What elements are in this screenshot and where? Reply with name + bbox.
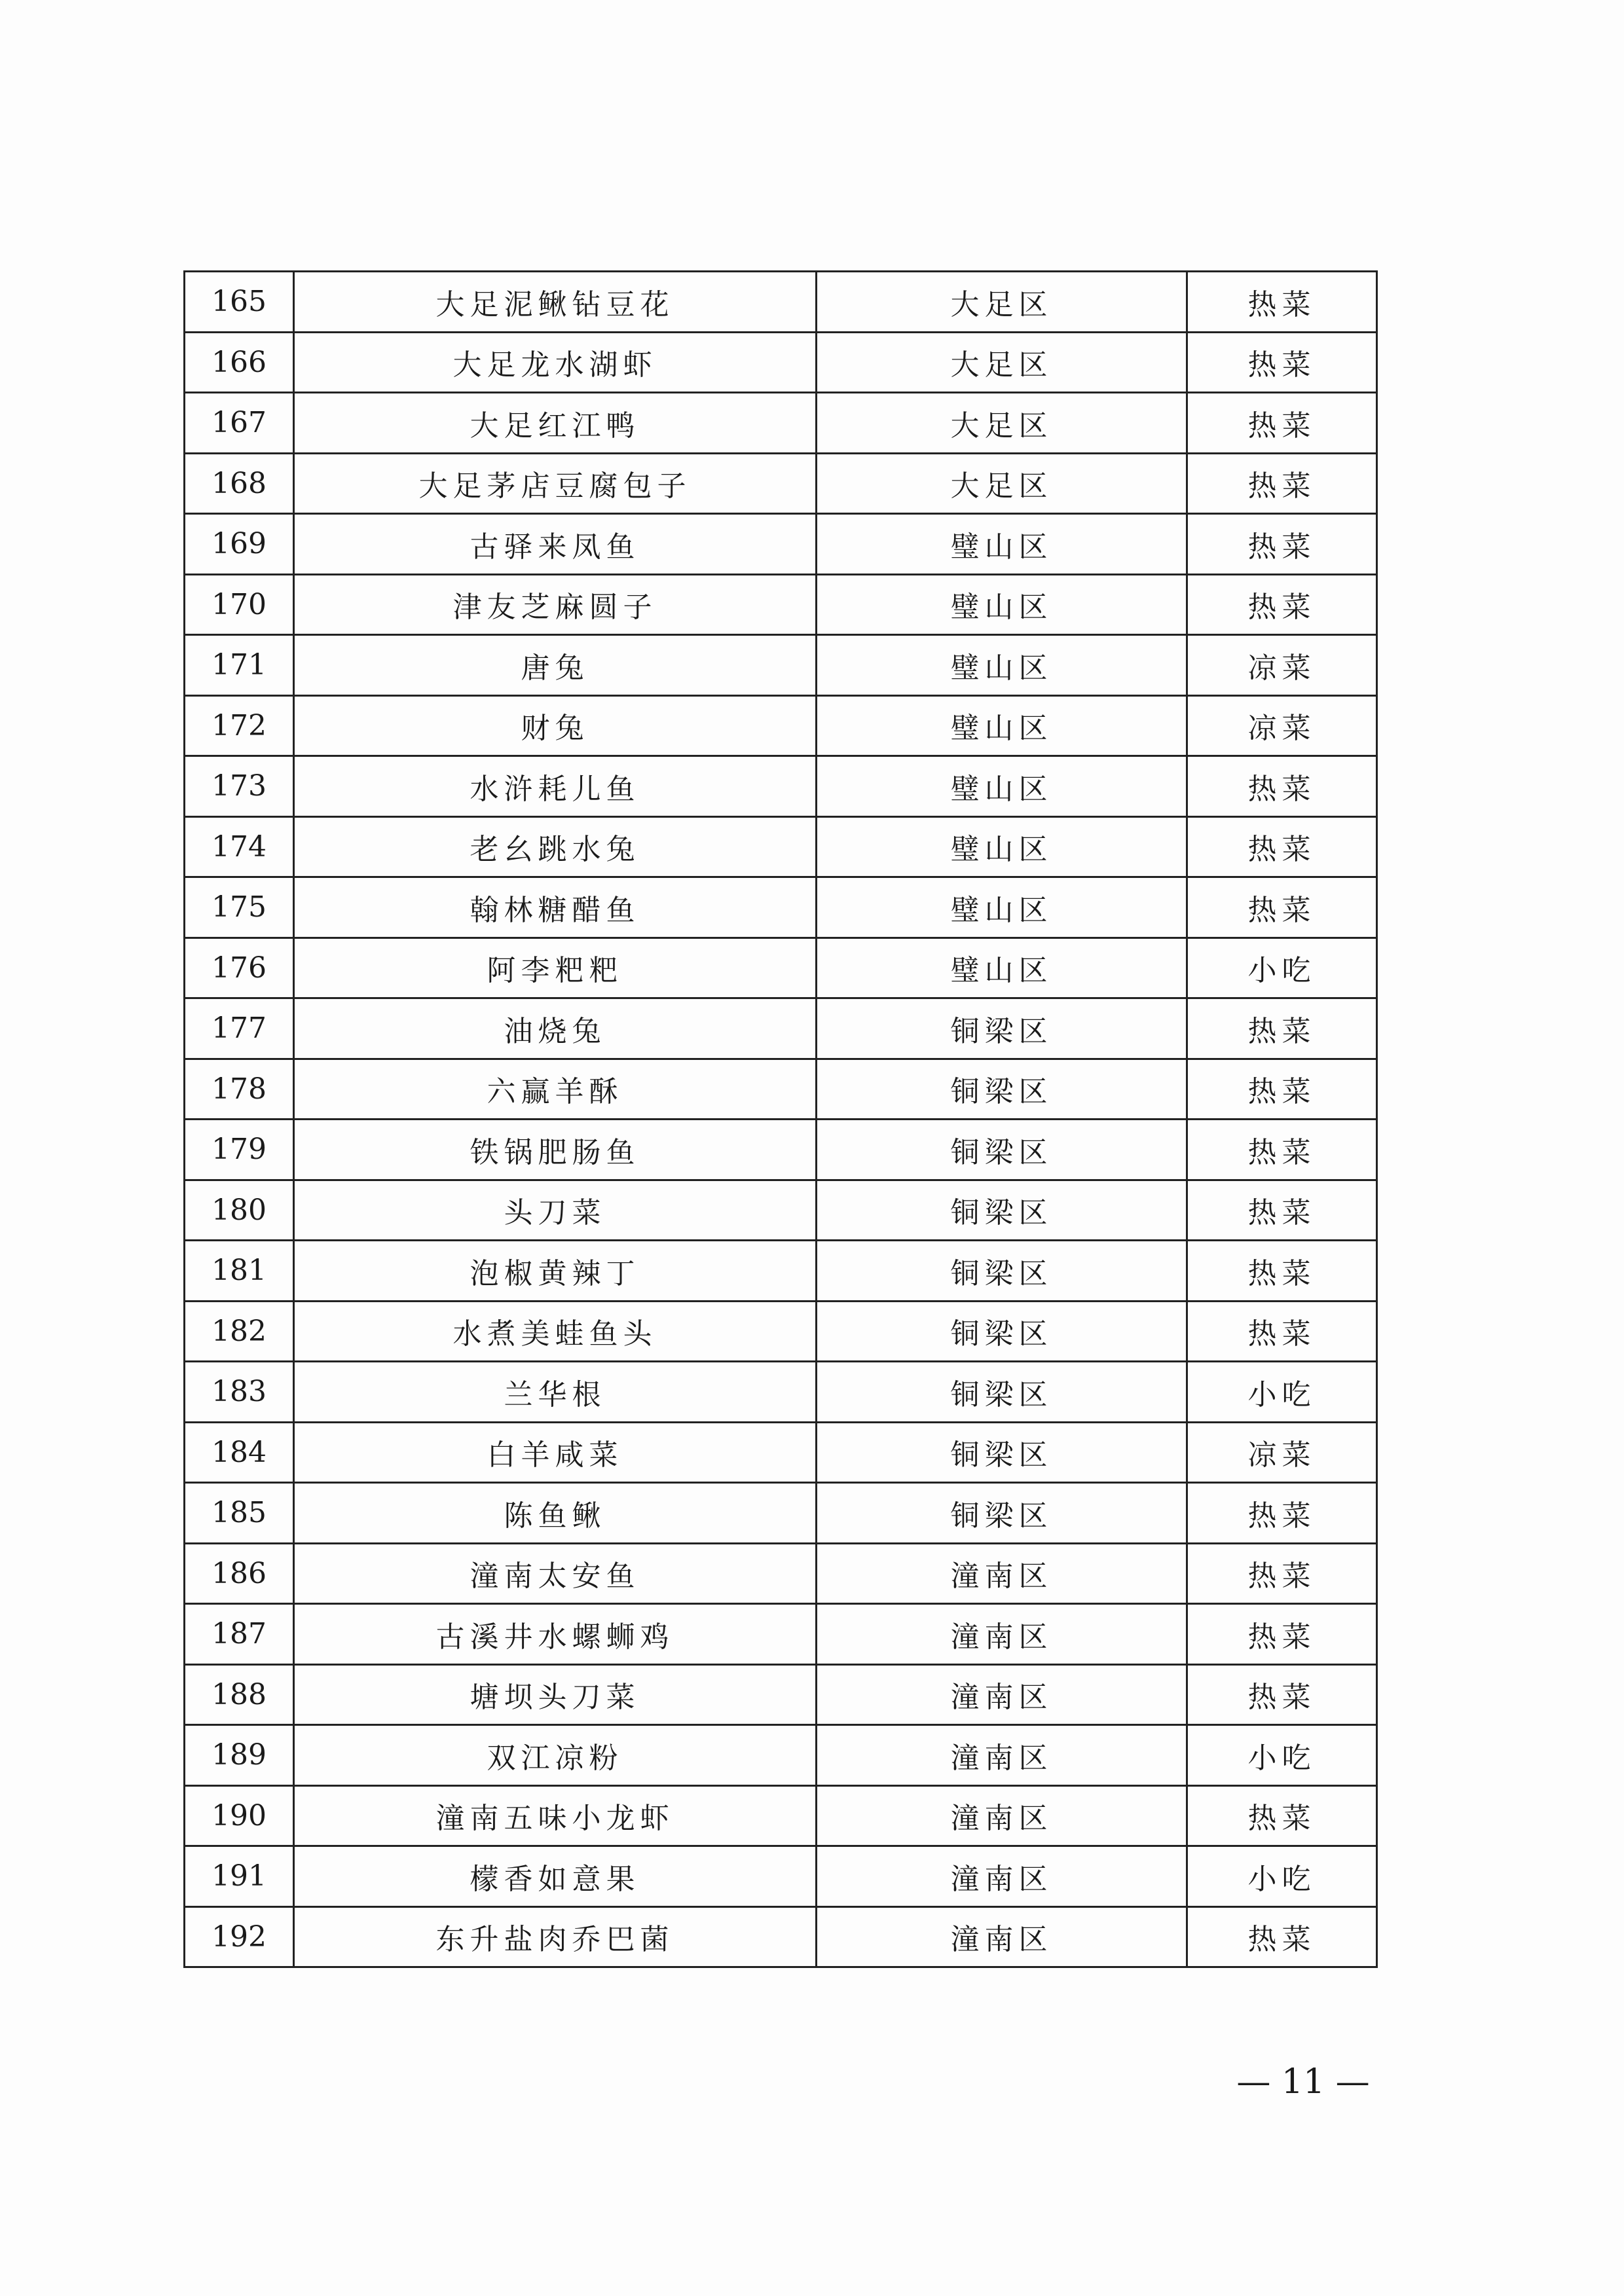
district-name: 铜梁区 xyxy=(817,1483,1187,1544)
dish-category: 小吃 xyxy=(1187,1725,1377,1786)
dish-name: 兰华根 xyxy=(294,1362,817,1423)
dish-category: 热菜 xyxy=(1187,998,1377,1059)
dish-category: 热菜 xyxy=(1187,574,1377,635)
district-name: 璧山区 xyxy=(817,938,1187,998)
dish-name: 水煮美蛙鱼头 xyxy=(294,1301,817,1362)
table-row xyxy=(185,1906,1377,1967)
row-number: 178 xyxy=(185,1059,294,1120)
district-name: 铜梁区 xyxy=(817,998,1187,1059)
district-name: 璧山区 xyxy=(817,756,1187,817)
district-name: 潼南区 xyxy=(817,1846,1187,1907)
dish-category: 热菜 xyxy=(1187,1785,1377,1846)
table-row xyxy=(185,1059,1377,1120)
dish-name: 津友芝麻圆子 xyxy=(294,574,817,635)
dish-name: 财兔 xyxy=(294,695,817,756)
table-row xyxy=(185,1301,1377,1362)
dish-name: 潼南太安鱼 xyxy=(294,1543,817,1604)
district-name: 璧山区 xyxy=(817,574,1187,635)
district-name: 铜梁区 xyxy=(817,1059,1187,1120)
district-name: 铜梁区 xyxy=(817,1241,1187,1302)
table-row xyxy=(185,453,1377,514)
dish-category: 热菜 xyxy=(1187,756,1377,817)
table-row xyxy=(185,1120,1377,1180)
row-number: 188 xyxy=(185,1664,294,1725)
dish-name: 潼南五味小龙虾 xyxy=(294,1785,817,1846)
dish-name: 铁锅肥肠鱼 xyxy=(294,1120,817,1180)
table-row xyxy=(185,998,1377,1059)
row-number: 176 xyxy=(185,938,294,998)
dish-name: 大足红江鸭 xyxy=(294,393,817,454)
district-name: 铜梁区 xyxy=(817,1362,1187,1423)
table-row xyxy=(185,1422,1377,1483)
table-row xyxy=(185,1241,1377,1302)
dish-category: 热菜 xyxy=(1187,1301,1377,1362)
district-name: 璧山区 xyxy=(817,635,1187,696)
district-name: 璧山区 xyxy=(817,514,1187,575)
row-number: 187 xyxy=(185,1604,294,1665)
row-number: 184 xyxy=(185,1422,294,1483)
row-number: 179 xyxy=(185,1120,294,1180)
row-number: 185 xyxy=(185,1483,294,1544)
row-number: 169 xyxy=(185,514,294,575)
dish-name: 古溪井水螺蛳鸡 xyxy=(294,1604,817,1665)
table-row xyxy=(185,1543,1377,1604)
row-number: 182 xyxy=(185,1301,294,1362)
dish-category: 凉菜 xyxy=(1187,1422,1377,1483)
row-number: 168 xyxy=(185,453,294,514)
table-row xyxy=(185,1483,1377,1544)
table-row xyxy=(185,1725,1377,1786)
row-number: 172 xyxy=(185,695,294,756)
row-number: 191 xyxy=(185,1846,294,1907)
dish-name: 东升盐肉乔巴菌 xyxy=(294,1906,817,1967)
district-name: 大足区 xyxy=(817,453,1187,514)
row-number: 189 xyxy=(185,1725,294,1786)
table-row xyxy=(185,1362,1377,1423)
row-number: 165 xyxy=(185,272,294,333)
dish-category: 热菜 xyxy=(1187,1483,1377,1544)
dish-name: 陈鱼鳅 xyxy=(294,1483,817,1544)
district-name: 璧山区 xyxy=(817,877,1187,938)
dish-name: 古驿来凤鱼 xyxy=(294,514,817,575)
dish-category: 热菜 xyxy=(1187,1906,1377,1967)
dish-name: 塘坝头刀菜 xyxy=(294,1664,817,1725)
dish-name: 泡椒黄辣丁 xyxy=(294,1241,817,1302)
dish-category: 热菜 xyxy=(1187,816,1377,877)
row-number: 171 xyxy=(185,635,294,696)
dish-category: 热菜 xyxy=(1187,272,1377,333)
dish-category: 热菜 xyxy=(1187,877,1377,938)
district-name: 大足区 xyxy=(817,272,1187,333)
dish-category: 热菜 xyxy=(1187,1059,1377,1120)
row-number: 170 xyxy=(185,574,294,635)
table-row xyxy=(185,1180,1377,1241)
district-name: 潼南区 xyxy=(817,1543,1187,1604)
table-row xyxy=(185,574,1377,635)
table-row xyxy=(185,1846,1377,1907)
dish-name: 老幺跳水兔 xyxy=(294,816,817,877)
dish-name: 六赢羊酥 xyxy=(294,1059,817,1120)
dish-category: 热菜 xyxy=(1187,332,1377,393)
dish-category: 热菜 xyxy=(1187,1664,1377,1725)
table-row xyxy=(185,1604,1377,1665)
row-number: 180 xyxy=(185,1180,294,1241)
table-row xyxy=(185,938,1377,998)
table-row xyxy=(185,695,1377,756)
table-row xyxy=(185,635,1377,696)
page-number: — 11 — xyxy=(1236,2062,1370,2102)
district-name: 铜梁区 xyxy=(817,1422,1187,1483)
row-number: 192 xyxy=(185,1906,294,1967)
row-number: 167 xyxy=(185,393,294,454)
table-row xyxy=(185,514,1377,575)
row-number: 190 xyxy=(185,1785,294,1846)
dish-category: 热菜 xyxy=(1187,393,1377,454)
table-row xyxy=(185,1664,1377,1725)
dish-name: 阿李粑粑 xyxy=(294,938,817,998)
dish-name: 双江凉粉 xyxy=(294,1725,817,1786)
table-row xyxy=(185,877,1377,938)
district-name: 潼南区 xyxy=(817,1604,1187,1665)
dish-name: 大足龙水湖虾 xyxy=(294,332,817,393)
dish-category: 小吃 xyxy=(1187,1846,1377,1907)
dish-category: 小吃 xyxy=(1187,938,1377,998)
dish-table-body xyxy=(185,272,1377,1967)
district-name: 铜梁区 xyxy=(817,1120,1187,1180)
table-row xyxy=(185,1785,1377,1846)
district-name: 大足区 xyxy=(817,393,1187,454)
district-name: 潼南区 xyxy=(817,1725,1187,1786)
dish-category: 热菜 xyxy=(1187,1241,1377,1302)
district-name: 潼南区 xyxy=(817,1906,1187,1967)
district-name: 璧山区 xyxy=(817,816,1187,877)
dish-category: 凉菜 xyxy=(1187,695,1377,756)
row-number: 181 xyxy=(185,1241,294,1302)
dish-category: 热菜 xyxy=(1187,453,1377,514)
table-row xyxy=(185,816,1377,877)
district-name: 铜梁区 xyxy=(817,1180,1187,1241)
table-row xyxy=(185,393,1377,454)
dish-name: 大足茅店豆腐包子 xyxy=(294,453,817,514)
dish-name: 唐兔 xyxy=(294,635,817,696)
table-row xyxy=(185,756,1377,817)
row-number: 186 xyxy=(185,1543,294,1604)
dish-category: 热菜 xyxy=(1187,1604,1377,1665)
row-number: 173 xyxy=(185,756,294,817)
dish-name: 檬香如意果 xyxy=(294,1846,817,1907)
dish-category: 凉菜 xyxy=(1187,635,1377,696)
dish-category: 小吃 xyxy=(1187,1362,1377,1423)
district-name: 大足区 xyxy=(817,332,1187,393)
row-number: 175 xyxy=(185,877,294,938)
district-name: 铜梁区 xyxy=(817,1301,1187,1362)
row-number: 183 xyxy=(185,1362,294,1423)
dish-name: 头刀菜 xyxy=(294,1180,817,1241)
dish-category: 热菜 xyxy=(1187,514,1377,575)
table-row xyxy=(185,272,1377,333)
dish-name: 白羊咸菜 xyxy=(294,1422,817,1483)
district-name: 潼南区 xyxy=(817,1785,1187,1846)
row-number: 166 xyxy=(185,332,294,393)
district-name: 璧山区 xyxy=(817,695,1187,756)
dish-category: 热菜 xyxy=(1187,1543,1377,1604)
row-number: 174 xyxy=(185,816,294,877)
dish-name: 水浒耗儿鱼 xyxy=(294,756,817,817)
dish-table xyxy=(183,270,1378,1968)
table-row xyxy=(185,332,1377,393)
dish-category: 热菜 xyxy=(1187,1120,1377,1180)
dish-name: 翰林糖醋鱼 xyxy=(294,877,817,938)
district-name: 潼南区 xyxy=(817,1664,1187,1725)
dish-name: 大足泥鳅钻豆花 xyxy=(294,272,817,333)
row-number: 177 xyxy=(185,998,294,1059)
dish-name: 油烧兔 xyxy=(294,998,817,1059)
dish-category: 热菜 xyxy=(1187,1180,1377,1241)
